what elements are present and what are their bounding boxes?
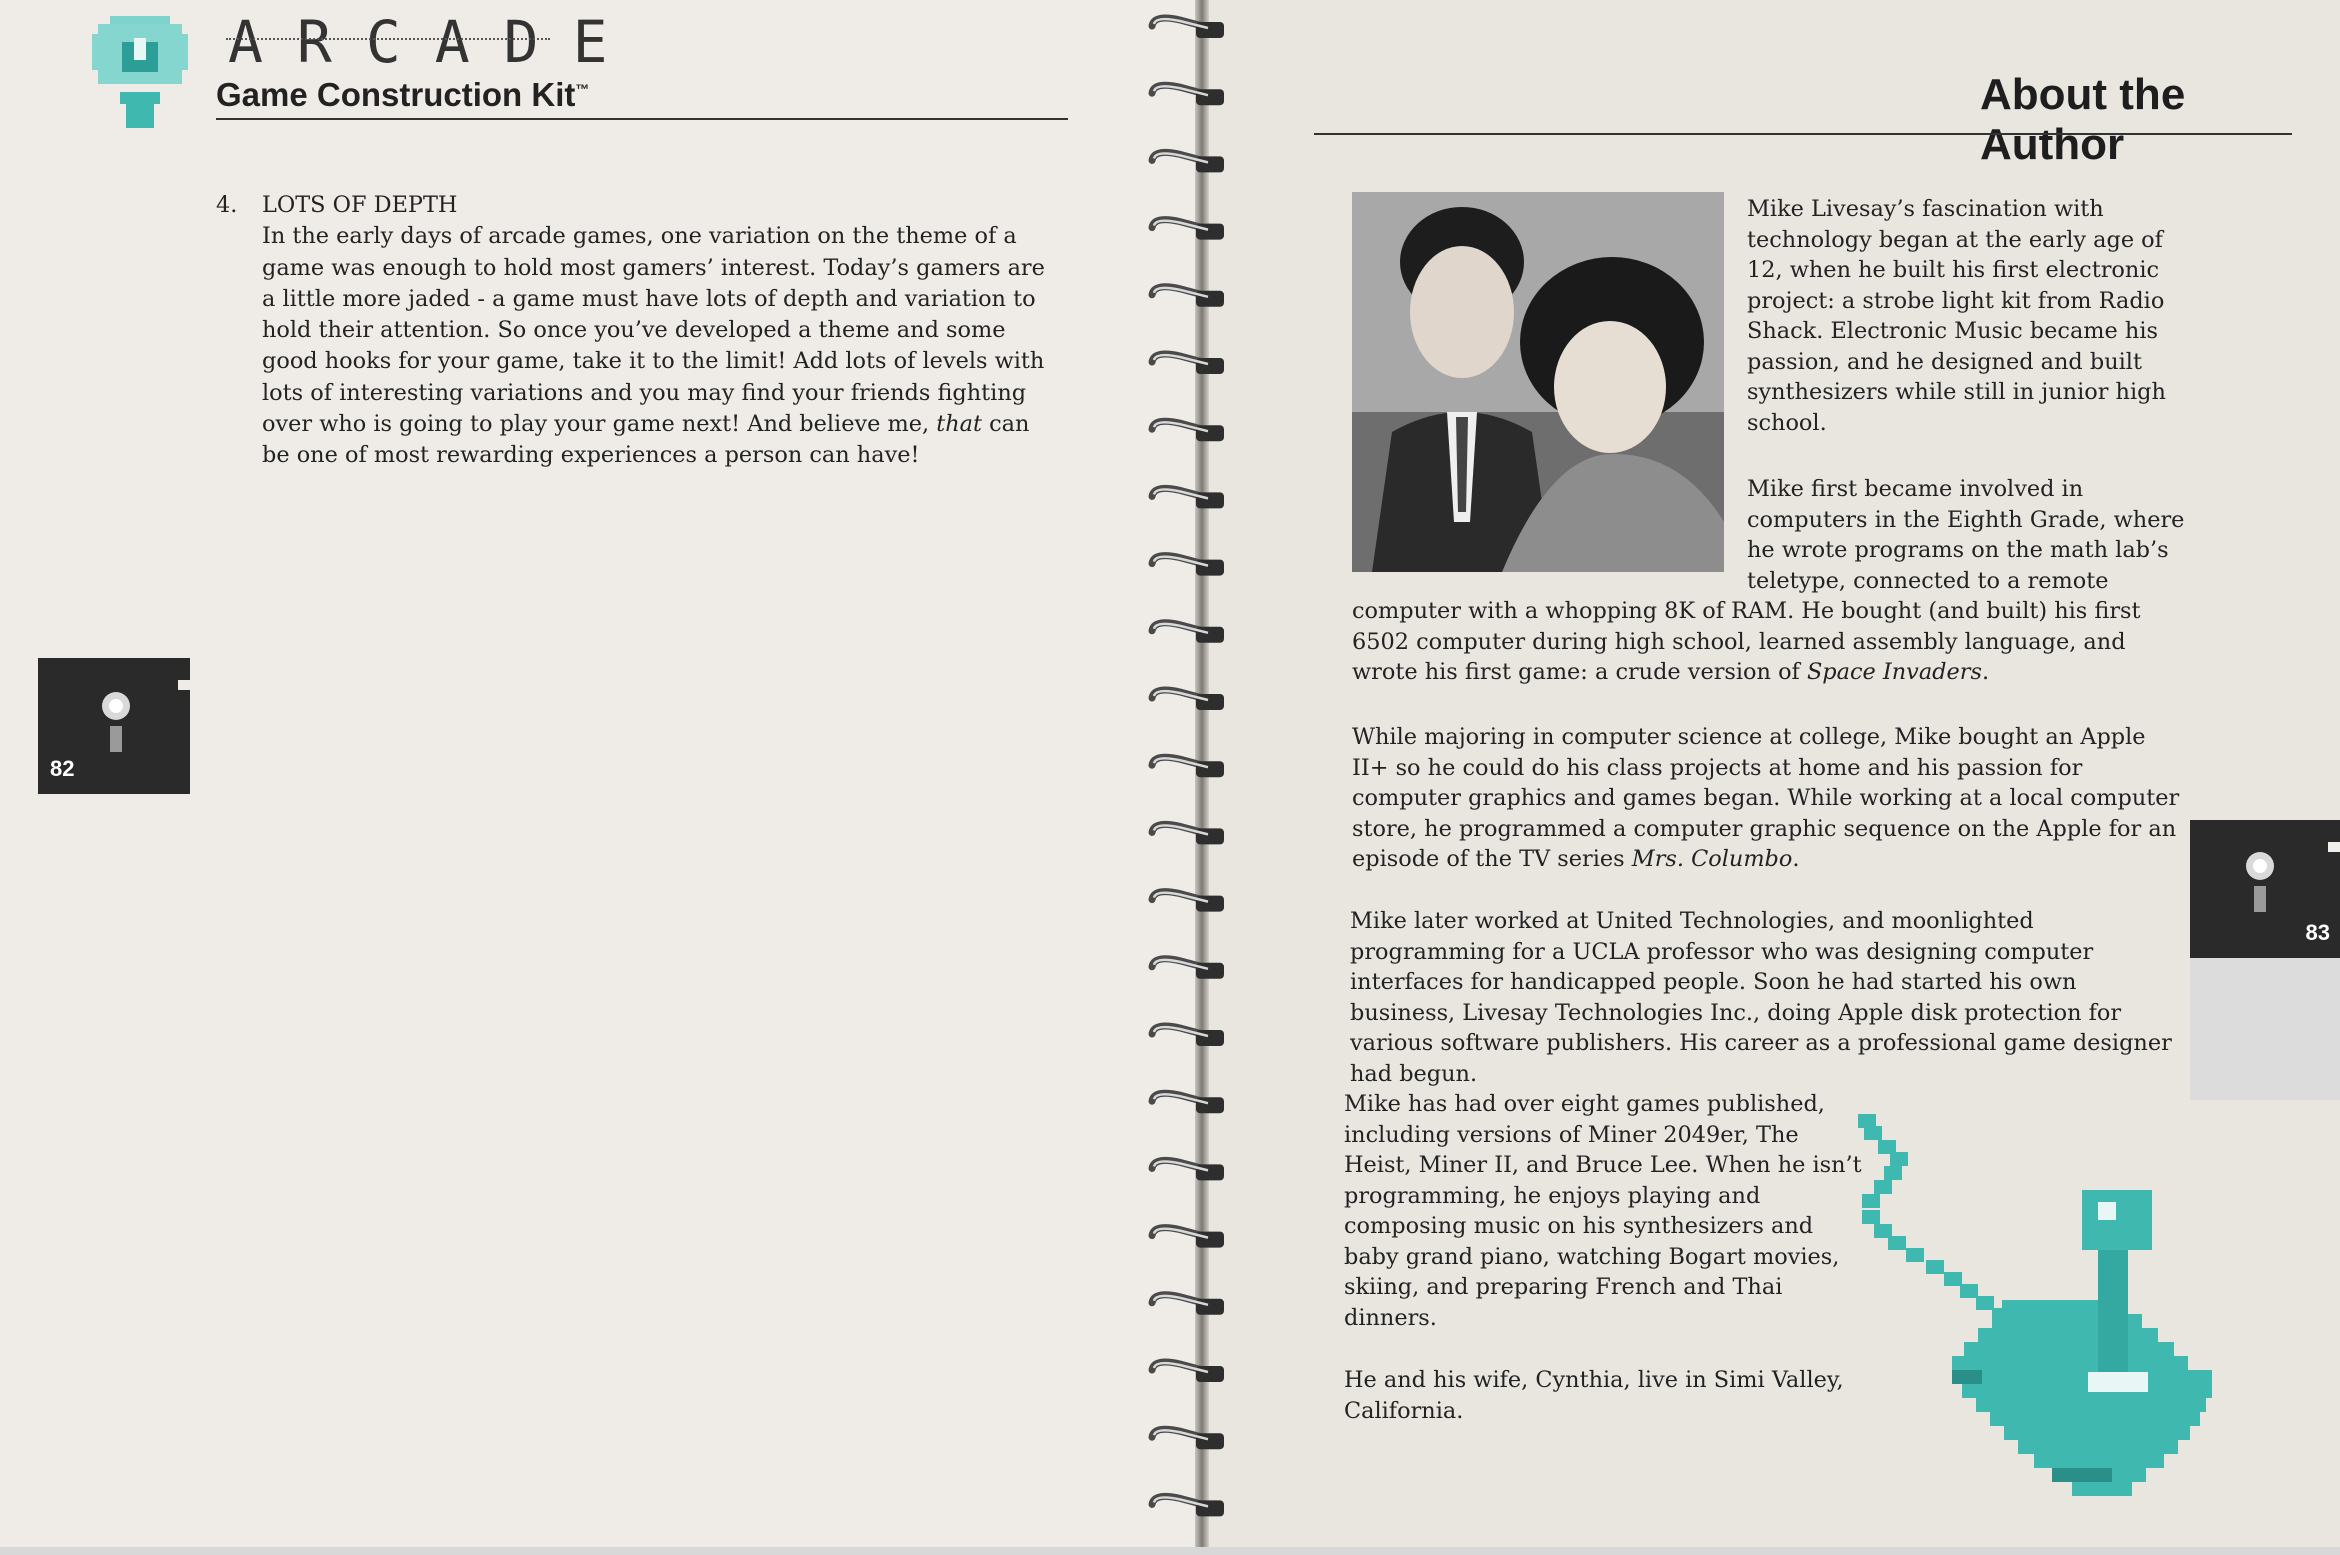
logo-dotted-line (226, 38, 550, 40)
bio-paragraph-6: He and his wife, Cynthia, live in Simi Valley, California. (1344, 1367, 1844, 1424)
bio-paragraph-2-text: computer with a whopping 8K of RAM. He bought (and built) his first 6502 computer during high school, learned assembly language, and wrote his first game: a crude version of (1352, 598, 2141, 685)
joystick-knob-highlight (2098, 1202, 2116, 1220)
tip-title: LOTS OF DEPTH (262, 192, 458, 218)
tip-body-emphasis: that (936, 411, 982, 438)
page-number-left: 82 (50, 756, 75, 781)
tip-item (216, 190, 1045, 472)
left-header-rule (216, 118, 1068, 120)
floppy-disk-icon (90, 686, 146, 758)
bio-paragraph-3-end: . (1792, 846, 1800, 872)
author-photo (1352, 192, 1724, 572)
joystick-base-row (2034, 1454, 2164, 1468)
bio-paragraph-2-top: Mike first became involved in computers in the Eighth Grade, where he wrote programs on the math lab’s teletype, connected to a remote (1747, 476, 2185, 594)
joystick-base-row (2018, 1440, 2178, 1454)
arcade-joystick-logo-icon (92, 16, 188, 128)
bio-paragraph-1: Mike Livesay’s fascination with technology began at the early age of 12, when he built his first electronic project: a strobe light kit from Radio Shack. Electronic Music became his passion, and he designed and built synthesizers while still in junior high school. (1747, 196, 2166, 436)
joystick-cord-segment (1874, 1180, 1892, 1194)
joystick-base-row (1952, 1356, 2188, 1370)
joystick-cord-segment (1976, 1296, 1994, 1310)
page-bottom-edge (0, 1547, 2340, 1555)
bio-paragraph-3 (1352, 722, 2182, 875)
right-header-rule (1314, 133, 2292, 135)
bio-paragraph-2-end: . (1981, 659, 1990, 685)
joystick-cord-segment (1884, 1166, 1902, 1180)
floppy-disk-icon (2234, 846, 2290, 918)
joystick-base-shadow (2052, 1468, 2112, 1482)
left-header-title (216, 76, 589, 114)
joystick-cord-segment (1888, 1236, 1906, 1250)
pixel-joystick-icon (1852, 1110, 2340, 1530)
joystick-base-row (1978, 1328, 2158, 1342)
joystick-base-row (2004, 1426, 2190, 1440)
tip-number: 4. (216, 192, 238, 218)
page-tab-left (38, 658, 190, 794)
joystick-base-row (1952, 1370, 2212, 1384)
joystick-base-row (1990, 1412, 2200, 1426)
arcade-logo-word: ARCADE (228, 8, 642, 76)
joystick-cord-segment (1960, 1284, 1978, 1298)
joystick-cord-segment (1858, 1114, 1876, 1128)
tip-body-text-2: can be one of most rewarding experiences a person can have! (262, 411, 1030, 469)
joystick-cord-segment (1862, 1194, 1880, 1208)
joystick-stick-collar (2088, 1372, 2148, 1392)
right-header-title: About the Author (1980, 70, 2186, 169)
joystick-base-row (1962, 1384, 2212, 1398)
joystick-cord-segment (1874, 1224, 1892, 1238)
joystick-cord-segment (1864, 1126, 1882, 1140)
tab-notch (2328, 842, 2340, 852)
page-tab-right-shadow (2190, 958, 2340, 1100)
joystick-base-shadow (1952, 1370, 1982, 1384)
tv-series-title: Mrs. Columbo (1631, 846, 1793, 872)
tip-body-text-1: In the early days of arcade games, one variation on the theme of a game was enough to hold most gamers’ interest. Today’s gamers are a little more jaded - a game must have lots of depth and variation to hold their attention. So once you’ve developed a theme and some good hooks for your game, take it to the limit! Add lots of levels with lots of interesting variations and you may find your friends fighting over who is going to play your game next! And believe me, (262, 223, 1045, 438)
joystick-stick (2098, 1230, 2128, 1380)
page-number-right: 83 (2305, 920, 2330, 945)
joystick-base-row (1976, 1398, 2206, 1412)
trademark-symbol: ™ (575, 81, 590, 97)
joystick-cord-segment (1890, 1152, 1908, 1166)
joystick-base-row (1964, 1342, 2174, 1356)
joystick-cord-segment (1944, 1272, 1962, 1286)
game-title-space-invaders: Space Invaders (1806, 659, 1982, 685)
joystick-cord-segment (1906, 1248, 1924, 1262)
bio-paragraph-4: Mike later worked at United Technologies, and moonlighted programming for a UCLA professor who was designing computer interfaces for handicapped people. Soon he had started his own business, Livesay Technologies Inc., doing Apple disk protection for various software publishers. His career as a professional game designer had begun. (1350, 908, 2172, 1087)
tip-body (262, 221, 1062, 471)
joystick-cord-segment (1926, 1260, 1944, 1274)
joystick-base-row (2072, 1482, 2132, 1496)
bio-paragraph-5: Mike has had over eight games published, including versions of Miner 2049er, The Heist, Miner II, and Bruce Lee. When he isn’t programming, he enjoys playing and composing music on his synthesizers and baby grand piano, watching Bogart movies, skiing, and preparing French and Thai dinners. (1344, 1091, 1862, 1331)
page-tab-right (2190, 820, 2340, 958)
left-header-title-text: Game Construction Kit (216, 76, 576, 113)
bio-paragraph-2-bottom (1352, 596, 2172, 688)
bio-paragraph-3-text: While majoring in computer science at college, Mike bought an Apple II+ so he could do his class projects at home and his passion for computer graphics and games began. While working at a local computer store, he programmed a computer graphic sequence on the Apple for an episode of the TV series (1352, 724, 2180, 872)
tab-notch (178, 680, 190, 690)
joystick-cord-segment (1878, 1140, 1896, 1154)
joystick-cord-segment (1862, 1210, 1880, 1224)
joystick-knob (2082, 1190, 2152, 1250)
